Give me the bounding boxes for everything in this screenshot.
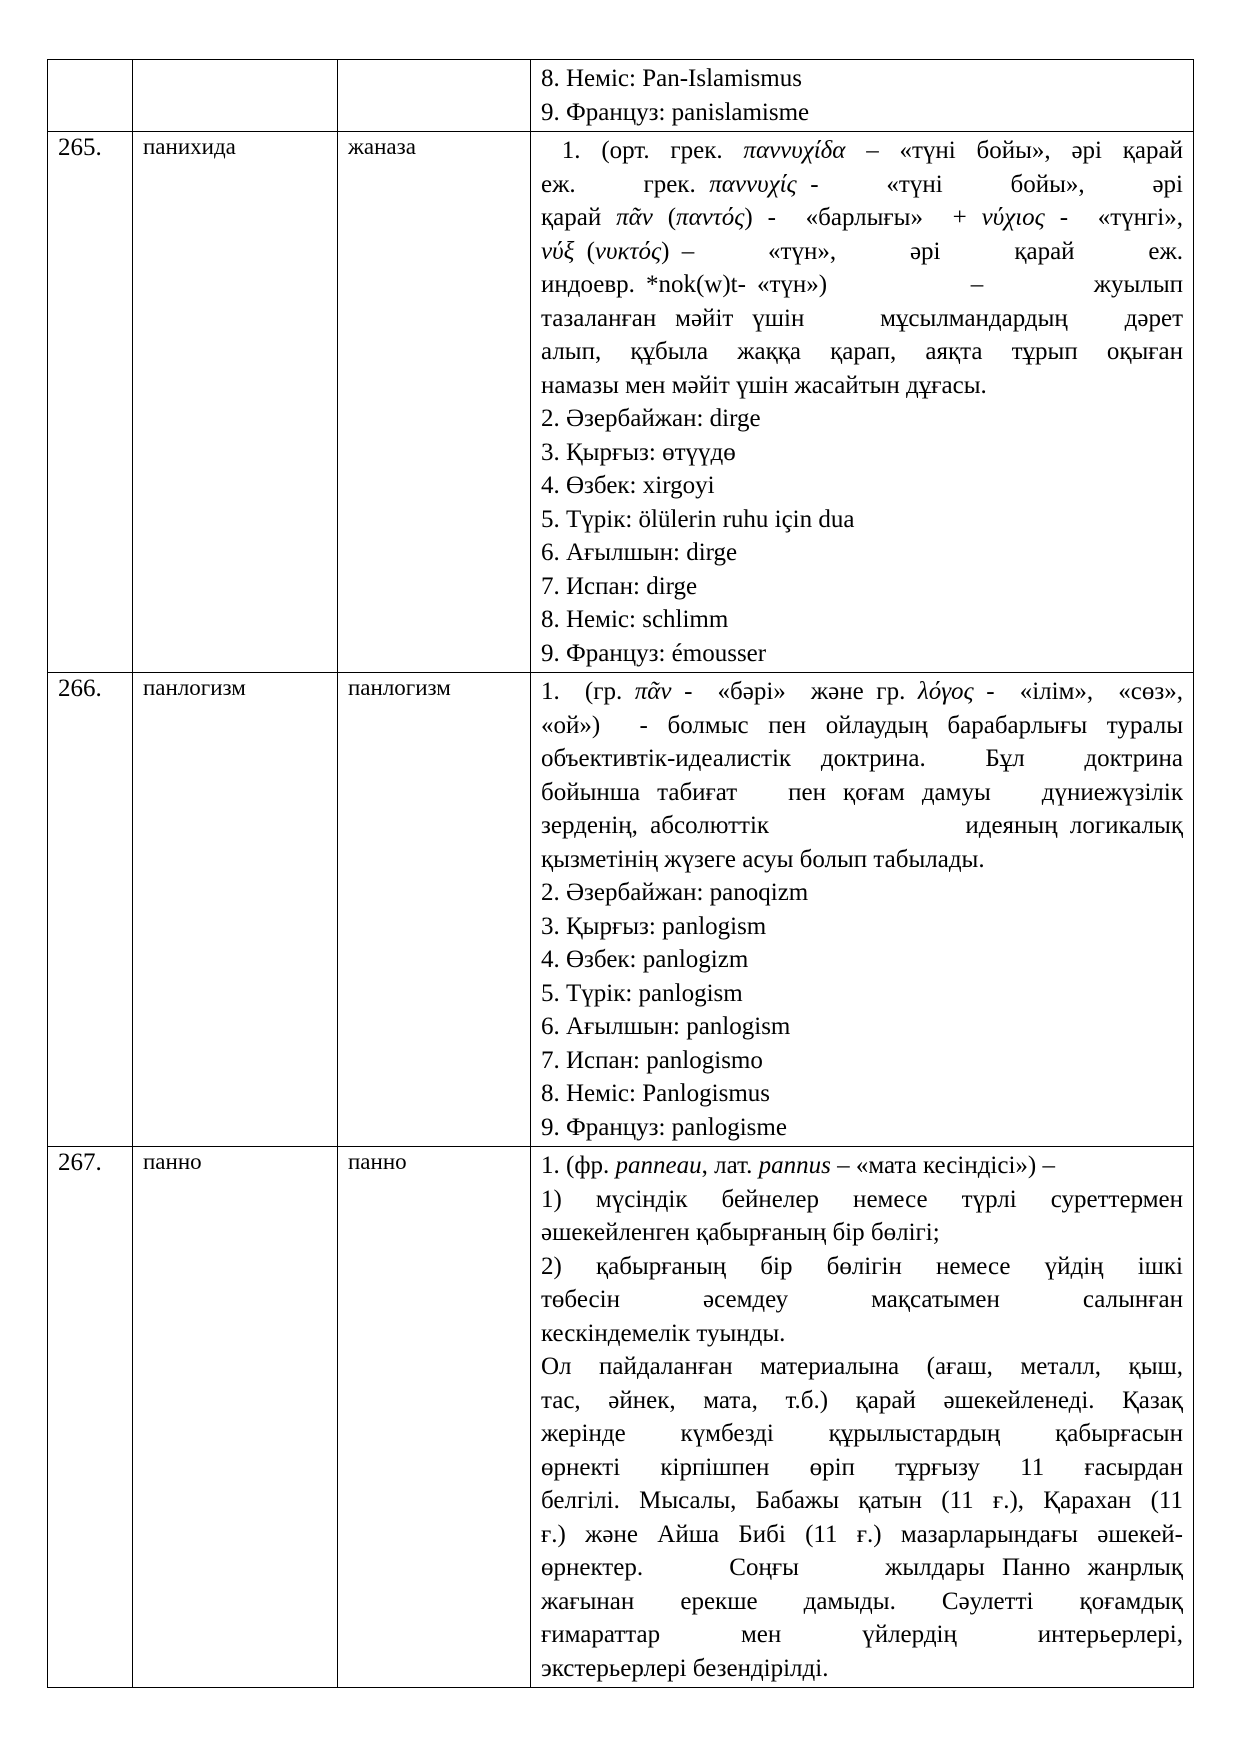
etymology-line: өрнекті кірпішпен өріп тұрғызу 11 ғасырдан: [541, 1453, 1183, 1481]
etymology-line: «ой») - болмыс пен ойлаудың барабарлығы туралы: [541, 711, 1183, 739]
definition-cell: [531, 1147, 1194, 1688]
entry-number: 266.: [48, 673, 133, 1147]
translation-line: 2. Әзербайжан: dirge: [541, 405, 761, 432]
translation-line: 9. Француз: panlogisme: [541, 1113, 787, 1141]
kazakh-term: [133, 60, 338, 132]
entry-number: 265.: [48, 132, 133, 673]
kazakh-term: панихида: [133, 132, 338, 673]
table-row: [48, 60, 1194, 132]
etymology-line: объективтік-идеалистік доктрина. Бұл доктрина: [541, 745, 1183, 772]
etymology-line: жерінде күмбезді құрылыстардың қабырғасын: [541, 1420, 1183, 1447]
definition-cell: [531, 60, 1194, 132]
translation-line: 6. Ағылшын: dirge: [541, 539, 738, 566]
etymology-line: νύξ (νυκτός) – «түн», әрі қарай еж.: [541, 237, 1183, 265]
translation-line: 6. Ағылшын: panlogism: [541, 1013, 791, 1040]
translation-line: 9. Француз: émousser: [541, 639, 767, 667]
etymology-line: қарай πᾶν (παντός) - «барлығы» + νύχιος - «түнгі»,: [541, 204, 1184, 231]
etymology-line: кескіндемелік туынды.: [541, 1319, 786, 1347]
translation-line: 8. Неміс: schlimm: [541, 606, 729, 633]
table-row: [48, 132, 1194, 673]
russian-term: [338, 60, 531, 132]
translation-line: 3. Қырғыз: өтүүдө: [541, 438, 736, 466]
etymology-line: белгілі. Мысалы, Бабажы қатын (11 ғ.), Қарахан (11: [541, 1487, 1183, 1514]
etymology-line: намазы мен мәйіт үшін жасайтын дұғасы.: [541, 371, 987, 399]
kazakh-term: панлогизм: [133, 673, 338, 1147]
etymology-line: экстерьерлері безендірілді.: [541, 1654, 829, 1682]
russian-term: жаназа: [338, 132, 531, 673]
etymology-line: Ол пайдаланған материалына (ағаш, металл, қыш,: [541, 1353, 1183, 1380]
etymology-line: зерденің, абсолюттік идеяның логикалық: [541, 812, 1183, 839]
entry-number: [48, 60, 133, 132]
etymology-line: төбесін әсемдеу мақсатымен салынған: [541, 1286, 1183, 1313]
translation-line: 7. Испан: dirge: [541, 572, 698, 600]
dictionary-table: [47, 59, 1194, 1688]
etymology-line: 1. (гр. πᾶν - «бәрі» және гр. λόγος - «ілім», «сөз»,: [541, 678, 1183, 705]
etymology-line: индоевр. *nok(w)t- «түн») – жуылып: [541, 271, 1183, 298]
translation-line: 4. Өзбек: panlogizm: [541, 946, 749, 973]
russian-term: панлогизм: [338, 673, 531, 1147]
etymology-line: алып, құбыла жаққа қарап, аяқта тұрып оқыған: [541, 338, 1183, 365]
kazakh-term: панно: [133, 1147, 338, 1688]
table-row: [48, 1147, 1194, 1688]
translation-line: 5. Түрік: ölülerin ruhu için dua: [541, 505, 855, 533]
etymology-line: еж. грек. παννυχίς - «түні бойы», әрі: [541, 170, 1183, 198]
etymology-line: жағынан ерекше дамыды. Сәулетті қоғамдық: [541, 1587, 1183, 1615]
translation-line: 2. Әзербайжан: panoqizm: [541, 879, 809, 906]
table-row: [48, 673, 1194, 1147]
etymology-line: 2) қабырғаның бір бөлігін немесе үйдің ішкі: [541, 1252, 1183, 1280]
etymology-line: өрнектер. Соңғы жылдары Панно жанрлық: [541, 1554, 1183, 1581]
etymology-line: 1. (фр. panneau, лат. pannus – «мата кесіндісі») –: [541, 1152, 1055, 1179]
russian-term: панно: [338, 1147, 531, 1688]
translation-line: 9. Француз: panislamisme: [541, 98, 810, 126]
definition-cell: [531, 132, 1194, 673]
etymology-line: тазаланған мәйіт үшін мұсылмандардың дәрет: [541, 304, 1183, 332]
etymology-line: ғимараттар мен үйлердің интерьерлері,: [541, 1621, 1183, 1648]
translation-line: 8. Неміс: Panlogismus: [541, 1080, 771, 1107]
etymology-line: әшекейленген қабырғаның бір бөлігі;: [541, 1219, 940, 1246]
translation-line: 5. Түрік: panlogism: [541, 979, 743, 1007]
translation-line: 4. Өзбек: xirgoyi: [541, 472, 715, 499]
entry-number: 267.: [48, 1147, 133, 1688]
translation-line: 3. Қырғыз: panlogism: [541, 912, 767, 940]
etymology-line: 1. (орт. грек. παννυχίδα – «түні бойы», әрі қарай: [541, 137, 1183, 164]
etymology-line: тас, әйнек, мата, т.б.) қарай әшекейленеді. Қазақ: [541, 1386, 1183, 1414]
etymology-line: 1) мүсіндік бейнелер немесе түрлі суреттермен: [541, 1185, 1183, 1213]
etymology-line: қызметінің жүзеге асуы болып табылады.: [541, 845, 985, 873]
definition-cell: [531, 673, 1194, 1147]
etymology-line: бойынша табиғат пен қоғам дамуы дүниежүзілік: [541, 778, 1183, 806]
translation-line: 8. Неміс: Pan-Islamismus: [541, 65, 802, 92]
translation-line: 7. Испан: panlogismo: [541, 1046, 763, 1074]
etymology-line: ғ.) және Айша Бибі (11 ғ.) мазарларындағы әшекей-: [541, 1520, 1183, 1548]
